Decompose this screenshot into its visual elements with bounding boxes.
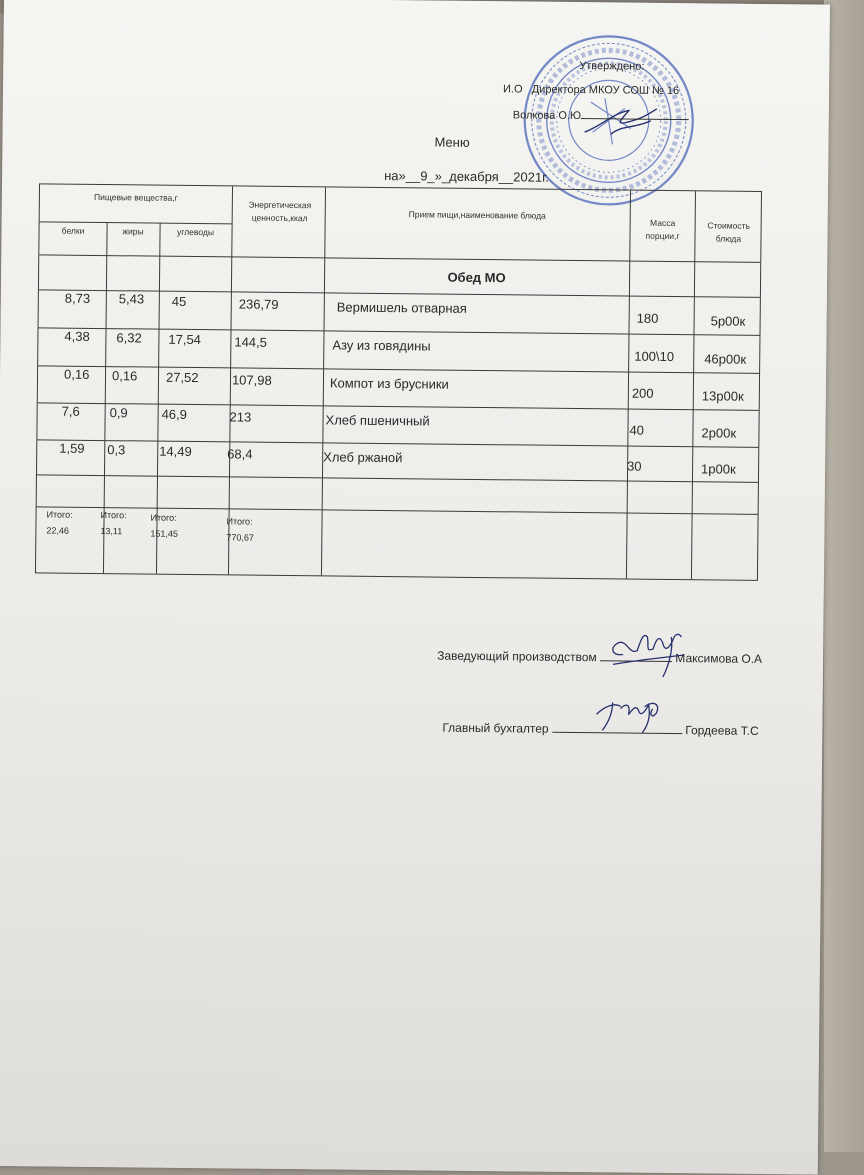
header-cost: Стоимость блюда — [707, 220, 750, 244]
row-5-name: Хлеб ржаной — [323, 449, 403, 466]
row-3-name: Компот из брусники — [329, 375, 449, 392]
row-4-fats: 0,9 — [109, 405, 128, 421]
document-date: на»__9_»_декабря__2021г. — [384, 167, 549, 185]
production-head-signature — [603, 624, 688, 681]
approval-director-name: Волкова О.Ю — [513, 109, 689, 123]
row-1-proteins: 8,73 — [64, 290, 91, 306]
header-carbs: углеводы — [177, 226, 215, 238]
accountant-role: Главный бухгалтер — [442, 720, 549, 736]
row-1-carbs: 45 — [171, 293, 187, 309]
header-meal: Прием пищи,наименование блюда — [408, 209, 546, 221]
row-2-name: Азу из говядины — [332, 337, 431, 354]
row-2-proteins: 4,38 — [64, 328, 90, 344]
row-1-cost: 5р00к — [710, 313, 746, 329]
row-1-energy: 236,79 — [238, 296, 279, 312]
total-carbs: Итого: 151,45 — [150, 512, 178, 540]
row-2-fats: 6,32 — [116, 330, 142, 346]
row-5-cost: 1р00к — [701, 461, 736, 477]
total-energy: Итого: 770,67 — [226, 516, 254, 543]
header-fats: жиры — [122, 226, 144, 237]
row-4-mass: 40 — [629, 422, 645, 438]
row-1-fats: 5,43 — [118, 291, 145, 307]
row-5-energy: 68,4 — [227, 446, 253, 462]
approval-director: Директора МКОУ СОШ № 16 — [531, 83, 680, 98]
row-1-name: Вермишель отварная — [336, 299, 467, 316]
row-2-cost: 46р00к — [704, 351, 747, 367]
row-2-carbs: 17,54 — [168, 331, 202, 348]
header-nutrients: Пищевые вещества,г — [93, 191, 178, 203]
total-fats: Итого: 13,11 — [100, 510, 127, 537]
signature-production — [437, 649, 762, 666]
row-3-cost: 13р00к — [701, 388, 744, 404]
chief-accountant-signature — [590, 692, 674, 737]
document-title: Меню — [434, 134, 470, 150]
row-4-cost: 2р00к — [701, 425, 737, 441]
menu-table — [35, 183, 762, 581]
approval-prefix: И.О — [502, 83, 523, 96]
desk-background-right — [824, 0, 864, 1152]
row-4-energy: 213 — [229, 409, 252, 425]
row-5-proteins: 1,59 — [59, 440, 85, 456]
row-4-name: Хлеб пшеничный — [325, 412, 430, 429]
production-name: Максимова О.А — [675, 651, 763, 666]
row-4-proteins: 7,6 — [61, 403, 80, 419]
approval-position — [503, 83, 679, 97]
row-3-fats: 0,16 — [111, 368, 138, 384]
header-energy: Энергетическая ценность,ккал — [248, 199, 312, 224]
approval-heading: Утверждено: — [579, 60, 645, 73]
total-proteins: Итого: 22,46 — [46, 509, 73, 536]
row-4-carbs: 46,9 — [161, 406, 188, 422]
section-title: Обед МО — [447, 269, 506, 286]
row-1-mass: 180 — [636, 310, 659, 326]
row-5-carbs: 14,49 — [159, 443, 192, 459]
row-2-energy: 144,5 — [234, 334, 268, 350]
production-role: Заведующий производством — [437, 648, 597, 665]
row-3-energy: 107,98 — [231, 372, 272, 388]
header-proteins: белки — [61, 225, 85, 236]
row-3-carbs: 27,52 — [165, 369, 199, 386]
row-3-mass: 200 — [631, 385, 654, 401]
row-5-fats: 0,3 — [107, 442, 126, 458]
header-mass: Масса порции,г — [645, 217, 680, 242]
row-3-proteins: 0,16 — [63, 366, 90, 382]
row-2-mass: 100\10 — [634, 348, 675, 365]
row-5-mass: 30 — [627, 458, 642, 474]
accountant-name: Гордеева Т.С — [685, 723, 759, 738]
